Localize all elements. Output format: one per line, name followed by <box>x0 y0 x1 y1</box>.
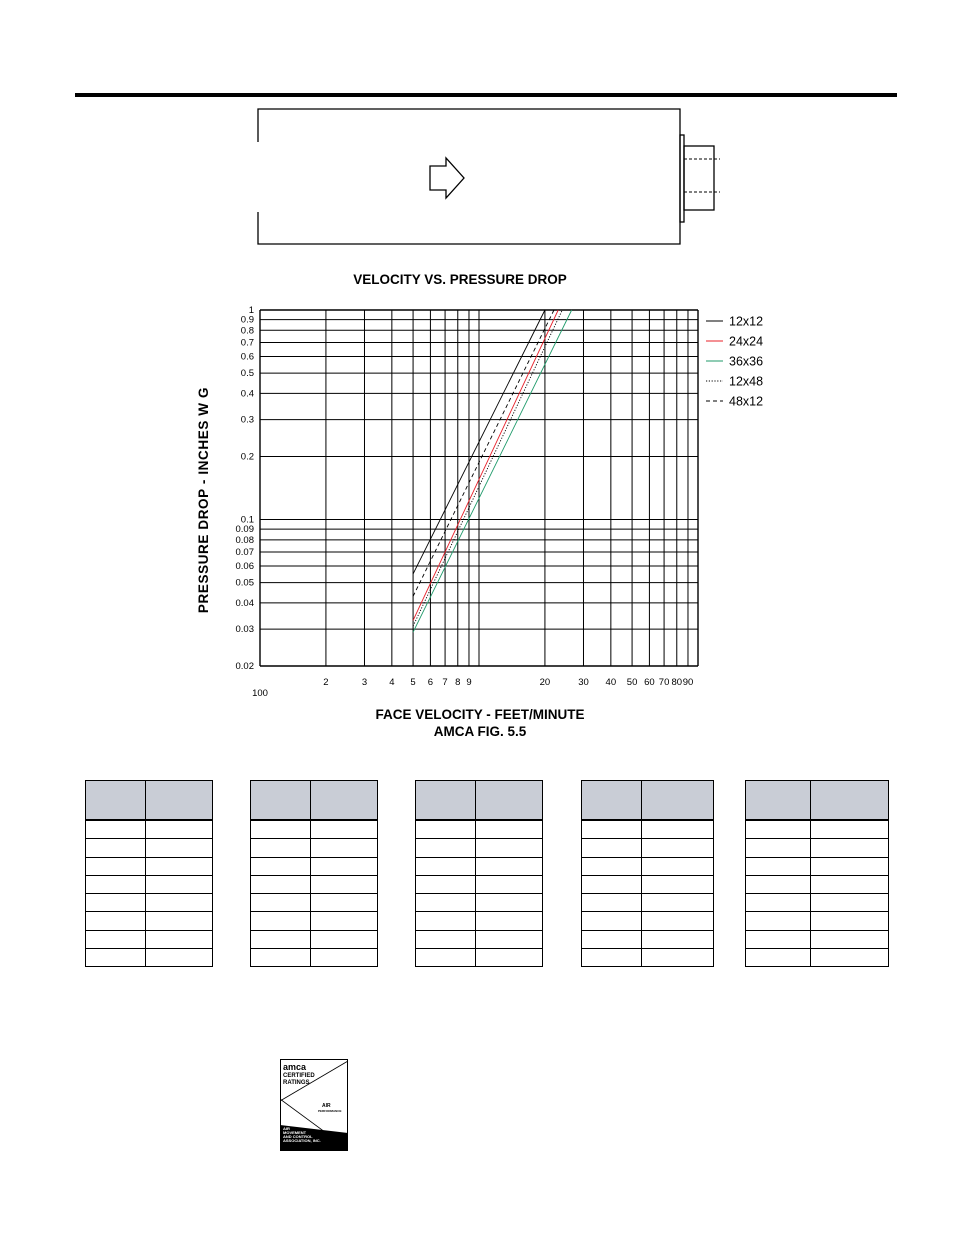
table-row <box>582 839 714 857</box>
table-header-cell <box>476 781 543 821</box>
legend-label: 12x48 <box>729 374 764 389</box>
table-cell <box>811 894 889 912</box>
x-tick-label: 8 <box>455 677 461 688</box>
x-tick-label: 100 <box>252 688 268 699</box>
table-cell <box>311 912 378 930</box>
table-row <box>746 839 889 857</box>
table-row <box>416 912 543 930</box>
table-row <box>86 912 213 930</box>
chart-title: VELOCITY VS. PRESSURE DROP <box>353 272 567 287</box>
table-cell <box>416 949 476 967</box>
x-tick-label: 30 <box>578 677 589 688</box>
table-cell <box>146 912 213 930</box>
table-cell <box>476 857 543 875</box>
table-cell <box>476 820 543 839</box>
table-cell <box>146 820 213 839</box>
series-line-36x36 <box>413 310 572 632</box>
table-cell <box>146 949 213 967</box>
table-cell <box>811 839 889 857</box>
x-tick-label: 50 <box>626 677 638 688</box>
y-tick-label: 0.04 <box>235 597 254 609</box>
table-cell <box>642 820 714 839</box>
x-tick-label: 2 <box>323 677 329 688</box>
table-cell <box>86 820 146 839</box>
table-cell <box>416 820 476 839</box>
y-tick-label: 0.2 <box>240 451 254 463</box>
legend-label: 48x12 <box>729 394 764 409</box>
table-row <box>86 820 213 839</box>
table-row <box>86 949 213 967</box>
table-cell <box>811 930 889 948</box>
y-tick-label: 0.4 <box>240 388 254 400</box>
x-tick-label: 70 <box>658 677 670 688</box>
table-cell <box>251 930 311 948</box>
table-cell <box>416 839 476 857</box>
y-tick-label: 0.02 <box>235 661 254 672</box>
table-header-cell <box>416 781 476 821</box>
table-cell <box>86 839 146 857</box>
table-cell <box>86 875 146 893</box>
table-cell <box>311 820 378 839</box>
table-cell <box>642 875 714 893</box>
table-cell <box>746 949 811 967</box>
table-cell <box>746 839 811 857</box>
table-cell <box>582 894 642 912</box>
table-cell <box>811 912 889 930</box>
amca-certified-ratings-logo <box>280 1059 348 1151</box>
table-cell <box>251 839 311 857</box>
x-tick-label: 4 <box>389 677 395 688</box>
table-cell <box>416 857 476 875</box>
table-row <box>746 949 889 967</box>
table-cell <box>746 820 811 839</box>
table-row <box>251 875 378 893</box>
table-cell <box>251 894 311 912</box>
table-row <box>416 894 543 912</box>
table-cell <box>311 875 378 893</box>
table-cell <box>416 912 476 930</box>
svg-text:CERTIFIED: CERTIFIED <box>283 1073 315 1079</box>
y-tick-label: 0.9 <box>240 314 254 326</box>
table-row <box>746 930 889 948</box>
x-tick-label: 60 <box>644 677 655 688</box>
y-tick-label: 0.5 <box>240 368 254 380</box>
y-tick-label: 0.3 <box>240 414 254 426</box>
table-cell <box>251 857 311 875</box>
table-cell <box>476 912 543 930</box>
table-row <box>582 875 714 893</box>
table-cell <box>642 912 714 930</box>
svg-text:AND CONTROL: AND CONTROL <box>283 1134 313 1139</box>
table-row <box>746 857 889 875</box>
svg-text:PERFORMANCE: PERFORMANCE <box>318 1109 342 1113</box>
x-tick-label: 7 <box>442 677 448 688</box>
table-row <box>251 912 378 930</box>
table-row <box>416 839 543 857</box>
table-row <box>746 894 889 912</box>
x-axis-label <box>300 706 660 740</box>
table-cell <box>416 930 476 948</box>
table-cell <box>311 857 378 875</box>
x-tick-label: 20 <box>539 677 551 688</box>
table-row <box>251 949 378 967</box>
table-cell <box>146 930 213 948</box>
table-row <box>746 875 889 893</box>
data-table <box>85 780 213 967</box>
table-cell <box>811 875 889 893</box>
table-header-cell <box>251 781 311 821</box>
table-cell <box>582 930 642 948</box>
table-header-cell <box>811 781 889 821</box>
table-row <box>416 820 543 839</box>
table-cell <box>476 930 543 948</box>
table-header-cell <box>311 781 378 821</box>
table-row <box>86 857 213 875</box>
table-cell <box>146 894 213 912</box>
table-cell <box>582 820 642 839</box>
table-row <box>746 820 889 839</box>
table-row <box>251 820 378 839</box>
table-row <box>582 949 714 967</box>
table-row <box>582 912 714 930</box>
table-cell <box>582 949 642 967</box>
y-tick-label: 0.07 <box>235 546 254 558</box>
table-row <box>86 894 213 912</box>
y-tick-label: 0.8 <box>240 325 254 337</box>
table-cell <box>416 894 476 912</box>
table-cell <box>476 875 543 893</box>
table-row <box>416 857 543 875</box>
y-tick-label: 0.09 <box>235 524 254 536</box>
legend-label: 12x12 <box>729 314 764 329</box>
table-cell <box>311 894 378 912</box>
table-cell <box>582 839 642 857</box>
table-cell <box>746 894 811 912</box>
y-tick-label: 0.1 <box>240 514 254 526</box>
table-row <box>746 912 889 930</box>
table-cell <box>86 894 146 912</box>
x-tick-label: 80 <box>671 677 683 688</box>
y-tick-label: 0.06 <box>235 561 254 573</box>
table-cell <box>86 857 146 875</box>
data-table <box>581 780 714 967</box>
svg-text:AIR: AIR <box>322 1103 331 1109</box>
x-axis-title: FACE VELOCITY - FEET/MINUTE <box>375 707 585 722</box>
data-table <box>250 780 378 967</box>
x-tick-label: 9 <box>466 677 472 688</box>
table-cell <box>311 839 378 857</box>
data-table <box>415 780 543 967</box>
table-cell <box>311 949 378 967</box>
svg-text:ASSOCIATION, INC.: ASSOCIATION, INC. <box>283 1138 321 1143</box>
table-cell <box>251 820 311 839</box>
legend-label: 36x36 <box>729 354 764 369</box>
table-cell <box>146 839 213 857</box>
table-row <box>251 839 378 857</box>
table-row <box>416 930 543 948</box>
table-row <box>251 894 378 912</box>
series-line-12x48 <box>413 310 562 626</box>
table-row <box>582 857 714 875</box>
y-tick-label: 0.7 <box>240 337 254 349</box>
y-tick-label: 0.6 <box>240 351 254 363</box>
table-cell <box>476 894 543 912</box>
table-cell <box>86 930 146 948</box>
x-tick-label: 90 <box>682 677 694 688</box>
svg-text:AIR: AIR <box>283 1126 290 1131</box>
table-cell <box>811 949 889 967</box>
table-cell <box>582 912 642 930</box>
x-tick-label: 5 <box>410 677 416 688</box>
table-cell <box>146 875 213 893</box>
table-cell <box>476 839 543 857</box>
x-tick-label: 6 <box>427 677 434 688</box>
figure-caption: AMCA FIG. 5.5 <box>433 724 527 739</box>
data-table <box>745 780 889 967</box>
table-header-cell <box>86 781 146 821</box>
y-axis-label: PRESSURE DROP - INCHES W G <box>196 386 211 614</box>
table-cell <box>582 857 642 875</box>
table-header-cell <box>582 781 642 821</box>
table-cell <box>251 875 311 893</box>
table-cell <box>416 875 476 893</box>
svg-text:RATINGS: RATINGS <box>283 1080 310 1086</box>
table-header-cell <box>642 781 714 821</box>
table-header-cell <box>746 781 811 821</box>
table-cell <box>811 857 889 875</box>
table-row <box>416 875 543 893</box>
table-cell <box>746 875 811 893</box>
table-cell <box>642 930 714 948</box>
table-cell <box>86 949 146 967</box>
table-row <box>251 857 378 875</box>
table-row <box>251 930 378 948</box>
series-line-48x12 <box>413 310 554 596</box>
table-row <box>86 930 213 948</box>
table-cell <box>642 894 714 912</box>
table-cell <box>251 912 311 930</box>
table-cell <box>642 857 714 875</box>
table-row <box>582 894 714 912</box>
table-row <box>582 930 714 948</box>
table-row <box>416 949 543 967</box>
table-cell <box>582 875 642 893</box>
table-cell <box>251 949 311 967</box>
table-cell <box>146 857 213 875</box>
y-tick-label: 0.08 <box>235 534 254 546</box>
table-cell <box>642 839 714 857</box>
table-cell <box>746 930 811 948</box>
table-cell <box>86 912 146 930</box>
table-cell <box>311 930 378 948</box>
table-row <box>86 875 213 893</box>
table-row <box>86 839 213 857</box>
table-cell <box>476 949 543 967</box>
table-cell <box>746 857 811 875</box>
table-header-cell <box>146 781 213 821</box>
x-tick-label: 3 <box>361 677 368 688</box>
svg-text:amca: amca <box>283 1062 307 1072</box>
table-cell <box>746 912 811 930</box>
table-row <box>582 820 714 839</box>
y-tick-label: 1 <box>248 305 254 316</box>
svg-text:MOVEMENT: MOVEMENT <box>283 1130 307 1135</box>
table-cell <box>642 949 714 967</box>
table-cell <box>811 820 889 839</box>
y-tick-label: 0.05 <box>235 577 254 589</box>
y-tick-label: 0.03 <box>235 624 254 636</box>
x-tick-label: 40 <box>605 677 617 688</box>
legend-label: 24x24 <box>729 334 764 349</box>
